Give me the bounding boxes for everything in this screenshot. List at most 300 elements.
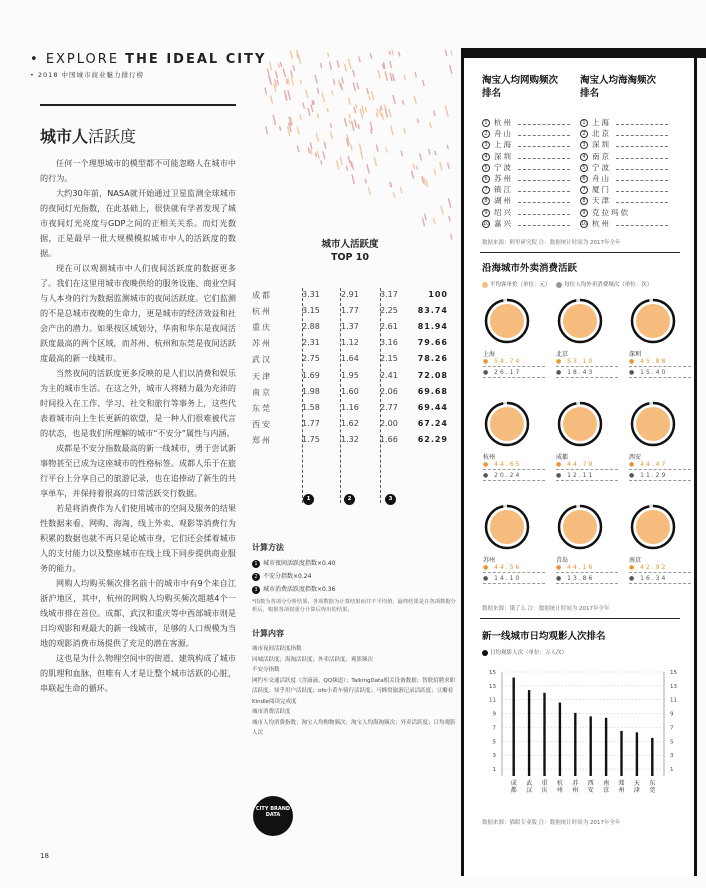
rank-leader-line xyxy=(518,169,570,170)
scatter-mark xyxy=(327,109,328,112)
waimai-ring xyxy=(483,400,531,448)
waimai-frequency: ● 26.17 xyxy=(483,369,522,376)
waimai-city-card xyxy=(483,503,547,583)
data-content-line: 城市夜间活跃度指数 xyxy=(252,646,302,652)
bar-东莞 xyxy=(651,738,653,776)
scatter-mark xyxy=(293,66,294,71)
y-tick-label: 11 xyxy=(489,697,496,704)
rank-leader-line xyxy=(518,214,570,215)
x-tick-label: 东 xyxy=(649,780,656,787)
taobao-left-item xyxy=(482,152,513,162)
scatter-mark xyxy=(280,127,281,130)
rank-city: 南京 xyxy=(592,151,611,161)
data-content-line: 城市人均消费指数；淘宝人均购物频次；淘宝人均海淘频次；外卖活跃度；日均观影人次 xyxy=(252,719,456,736)
data-content-line: 城市消费活跃度 xyxy=(252,709,291,715)
movie-bar-chart xyxy=(478,664,688,809)
waimai-city-name: 南京 xyxy=(629,557,642,564)
bar-成都 xyxy=(513,678,515,776)
bar-重庆 xyxy=(543,693,545,776)
top10-value: 1.77 xyxy=(341,306,359,316)
top10-city: 东莞 xyxy=(252,403,272,413)
scatter-mark xyxy=(300,115,301,119)
scatter-mark xyxy=(332,91,333,94)
waimai-city-card xyxy=(556,503,620,583)
scatter-mark xyxy=(417,119,418,123)
waimai-ring xyxy=(629,503,677,551)
rank-city: 苏州 xyxy=(494,174,513,183)
column-number-3: 3 xyxy=(385,494,396,505)
taobao-left-item xyxy=(482,174,513,184)
scatter-mark xyxy=(345,64,347,70)
scatter-mark xyxy=(365,108,366,112)
method-title: 计算方法 xyxy=(252,543,284,552)
rank-number: 6 xyxy=(580,175,588,183)
rank-city: 天津 xyxy=(592,196,611,206)
waimai-divider xyxy=(483,583,545,584)
scatter-mark xyxy=(360,110,362,118)
scatter-mark xyxy=(425,214,426,219)
rank-number: 9 xyxy=(580,209,588,217)
header-explore: EXPLORE xyxy=(45,52,120,67)
x-tick-label: 西 xyxy=(587,780,594,787)
page-number: 18 xyxy=(40,852,49,860)
waimai-price: ● 44.47 xyxy=(629,461,668,468)
scatter-mark xyxy=(448,163,449,168)
rank-number: 2 xyxy=(482,130,490,138)
scatter-mark xyxy=(288,78,289,84)
scatter-mark xyxy=(323,152,325,159)
scatter-mark xyxy=(435,151,436,155)
rank-number: 10 xyxy=(581,220,588,227)
rank-leader-line xyxy=(616,146,668,147)
rank-city: 深圳 xyxy=(592,140,611,150)
paragraph: 这也是为什么物理空间中的街道、建筑构成了城市的肌理和血脉，但唯有人才是让整个城市活跃的心脏，串联起生命的循环。 xyxy=(40,653,236,693)
scatter-mark xyxy=(370,122,372,130)
waimai-city-name: 上海 xyxy=(483,351,496,358)
scatter-mark xyxy=(349,60,351,69)
scatter-mark xyxy=(352,122,354,130)
top10-value: 2.77 xyxy=(380,402,398,412)
x-tick-label: 州 xyxy=(572,787,579,794)
legend-b-text: 每位人均外卖消费频次（单位：次） xyxy=(564,282,653,288)
rank-number: 10 xyxy=(483,220,490,227)
section-title-rest: 活跃度 xyxy=(88,127,137,146)
bar-武汉 xyxy=(528,690,530,776)
waimai-price: ● 53.10 xyxy=(556,358,595,365)
waimai-frequency: ● 14.10 xyxy=(483,575,522,582)
ring-fill xyxy=(490,510,524,544)
scatter-mark xyxy=(449,199,451,208)
waimai-ring xyxy=(629,297,677,345)
taobao-left-title: 淘宝人均网购频次排名 xyxy=(482,75,559,99)
scatter-mark xyxy=(377,109,378,114)
rank-number: 5 xyxy=(482,164,490,172)
top10-title xyxy=(300,238,400,264)
scatter-mark xyxy=(390,73,392,80)
scatter-mark xyxy=(414,96,416,103)
scatter-mark xyxy=(345,119,347,126)
waimai-city-name: 青岛 xyxy=(556,557,569,564)
y-tick-label: 9 xyxy=(670,711,674,718)
scatter-mark xyxy=(270,63,272,70)
rank-city: 湖州 xyxy=(494,196,513,206)
waimai-divider xyxy=(556,583,618,584)
top10-value: 1.58 xyxy=(302,402,320,412)
top10-value: 2.91 xyxy=(341,290,359,299)
scatter-mark xyxy=(350,161,351,167)
rank-number: 8 xyxy=(482,197,490,205)
rank-number: 1 xyxy=(580,119,588,127)
rank-leader-line xyxy=(616,158,668,159)
taobao-right-item xyxy=(580,152,611,162)
x-tick-label: 南 xyxy=(603,780,610,787)
paragraph: 现在可以观测城市中人们夜间活跃度的数据更多了。我们在这里用城市夜晚供给的服务设施、商业空间与人本身的行为数据监测城市的夜间活跃度。它们监测的不是总城市夜晚的生命力，更是城市的经济效益和社会产出的潜力。如果按区域划分，华南和华东是夜间活跃度最高的两个区域，而苏州、杭州和东莞是夜间活跃度最高的新一线城市。 xyxy=(40,263,236,363)
scatter-mark xyxy=(399,52,400,56)
top10-value: 1.12 xyxy=(341,338,359,348)
top10-value: 1.64 xyxy=(341,354,359,364)
scatter-mark xyxy=(378,71,380,78)
taobao-left-item xyxy=(482,196,513,206)
top10-city: 重庆 xyxy=(252,323,272,333)
top10-total: 83.74 xyxy=(417,306,448,316)
waimai-price: ● 45.88 xyxy=(629,358,668,365)
scatter-mark xyxy=(300,80,301,83)
scatter-mark xyxy=(337,161,339,169)
section-title xyxy=(40,124,136,147)
scatter-mark xyxy=(362,106,364,114)
scatter-mark xyxy=(451,234,452,239)
legend-dot-orange xyxy=(482,282,488,288)
top10-value: 3.16 xyxy=(380,338,398,348)
scatter-mark xyxy=(347,166,348,170)
paragraph: 成都是不安分指数最高的新一线城市，勇于尝试新事物甚至已成为这座城市的性格标签。成都人乐于在旅行平台上分享自己的旅游记录，也在追捧动了新生的共享单车，并保持着很高的日常活跃交行数据。 xyxy=(40,443,236,498)
rank-city: 克拉玛依 xyxy=(592,207,630,217)
scatter-mark xyxy=(306,90,308,97)
waimai-divider xyxy=(483,480,545,481)
waimai-divider xyxy=(483,572,545,573)
scatter-mark xyxy=(440,162,442,170)
scatter-mark xyxy=(413,165,414,169)
method-note: *指数为各项分分析结果，各项数据为计算结果而并不平均值，最终结果是在各项数据分析后，根据各项权重分计算后得出的结果。 xyxy=(252,599,456,613)
rank-city: 舟山 xyxy=(494,129,513,139)
rank-city: 上海 xyxy=(592,118,611,127)
x-tick-label: 重 xyxy=(541,780,548,787)
scatter-mark xyxy=(297,50,299,58)
top10-value: 1.69 xyxy=(302,370,320,380)
scatter-mark xyxy=(374,157,376,165)
scatter-mark xyxy=(349,120,350,123)
scatter-mark xyxy=(404,76,405,80)
scatter-mark xyxy=(393,95,395,103)
y-tick-label: 15 xyxy=(670,670,677,676)
waimai-city-name: 西安 xyxy=(629,454,642,461)
rank-city: 宁波 xyxy=(494,162,513,172)
waimai-divider xyxy=(556,366,618,367)
scatter-mark xyxy=(372,92,374,100)
taobao-left-item xyxy=(482,163,513,173)
top10-total: 78.26 xyxy=(417,354,448,364)
ring-fill xyxy=(636,510,670,544)
waimai-price: ● 44.56 xyxy=(483,564,522,571)
scatter-mark xyxy=(367,165,369,173)
scatter-mark xyxy=(285,91,287,99)
waimai-frequency: ● 18.43 xyxy=(556,369,595,376)
scatter-mark xyxy=(401,151,402,156)
waimai-city-name: 杭州 xyxy=(483,454,496,461)
top10-city: 西安 xyxy=(252,419,272,429)
scatter-mark xyxy=(367,89,368,94)
rank-leader-line xyxy=(518,202,570,203)
rank-number: 7 xyxy=(482,186,490,194)
scatter-mark xyxy=(312,101,313,104)
taobao-source: 数据来源：阿里研究院 注：数据统计时间为 2017年全年 xyxy=(482,240,621,246)
scatter-mark xyxy=(349,98,351,104)
top10-value: 2.31 xyxy=(302,338,320,348)
waimai-ring xyxy=(483,297,531,345)
scatter-mark xyxy=(288,127,290,135)
rank-number: 4 xyxy=(482,153,490,161)
top10-city: 苏州 xyxy=(252,339,272,349)
scatter-mark xyxy=(376,145,377,151)
waimai-ring xyxy=(556,400,604,448)
scatter-mark xyxy=(447,145,448,148)
x-tick-label: 津 xyxy=(633,787,640,794)
scatter-mark xyxy=(331,132,333,138)
header-rule xyxy=(40,104,236,106)
waimai-city-name: 深圳 xyxy=(629,351,642,358)
rank-leader-line xyxy=(518,191,570,192)
top10-value: 2.15 xyxy=(380,354,398,364)
taobao-left-item xyxy=(482,208,513,218)
rank-city: 杭州 xyxy=(494,118,513,127)
scatter-mark xyxy=(266,127,268,134)
taobao-right-item xyxy=(580,174,611,184)
rank-leader-line xyxy=(616,225,668,226)
top10-value: 2.25 xyxy=(380,306,398,316)
rank-city: 厦门 xyxy=(592,185,611,195)
scatter-mark xyxy=(340,157,342,164)
section-title-main: 城市人 xyxy=(40,127,89,146)
ring-fill xyxy=(490,407,524,441)
waimai-divider xyxy=(556,469,618,470)
bar-郑州 xyxy=(620,731,622,776)
scatter-mark xyxy=(308,109,310,116)
y-tick-label: 7 xyxy=(492,725,496,732)
waimai-divider xyxy=(629,469,691,470)
scatter-mark xyxy=(389,51,390,54)
scatter-mark xyxy=(324,142,325,148)
y-tick-label: 11 xyxy=(670,697,677,704)
scatter-mark xyxy=(450,66,452,74)
scatter-mark xyxy=(369,96,370,100)
scatter-mark xyxy=(369,188,371,195)
bar-南京 xyxy=(605,718,607,776)
x-tick-label: 苏 xyxy=(572,780,579,787)
y-tick-label: 13 xyxy=(670,683,677,690)
taobao-right-item xyxy=(580,163,611,173)
data-content-line: 网约车交通活跃度（含滴滴、QQ频道）；TalkingData相关设备数据；智联招聘求职活跃度；知乎用户活跃度；ofo小黄车骑行活跃度；马蜂窝旅游记录活跃度；豆瓣看Kindle阅读完成度 xyxy=(252,677,456,705)
x-tick-label: 郑 xyxy=(618,780,625,787)
city-brand-data-badge: CITY BRAND DATA xyxy=(253,796,293,836)
rank-leader-line xyxy=(616,202,668,203)
scatter-mark xyxy=(342,78,343,83)
data-content-line: 同城活跃度；海淘活跃度；外卖活跃度；观影频次 xyxy=(252,656,374,663)
top10-value: 1.60 xyxy=(341,386,359,396)
waimai-city-card xyxy=(629,503,693,583)
scatter-mark xyxy=(371,130,372,134)
header-subtitle-text: 2018 中国城市商业魅力排行榜 xyxy=(37,71,145,79)
scatter-mark xyxy=(404,129,405,133)
waimai-frequency: ● 13.86 xyxy=(556,575,595,582)
scatter-mark xyxy=(321,161,322,164)
taobao-right-item xyxy=(580,118,611,128)
method-line xyxy=(252,558,335,568)
taobao-left-item xyxy=(482,129,513,139)
rank-city: 嘉兴 xyxy=(494,218,513,228)
scatter-mark xyxy=(311,105,313,111)
rank-leader-line xyxy=(518,225,570,226)
paragraph: 大约30年前，NASA就开始通过卫星监测全球城市的夜间灯光指数，在此基础上，很快就有学者发现了城市夜间灯光亮度与GDP之间的正相关关系。而灯光数据，正是最早一批大规模模拟城市中人的活跃度的数据。 xyxy=(40,188,236,258)
header-title: THE IDEAL CITY xyxy=(125,52,267,67)
y-tick-label: 5 xyxy=(492,739,496,746)
scatter-mark xyxy=(310,143,311,149)
x-tick-label: 武 xyxy=(526,780,533,787)
top10-value: 1.37 xyxy=(341,322,359,332)
top10-value: 1.98 xyxy=(302,386,320,396)
scatter-mark xyxy=(352,175,354,183)
waimai-city-card xyxy=(556,400,620,480)
top10-value: 2.00 xyxy=(380,418,398,428)
scatter-mark xyxy=(270,78,272,84)
waimai-divider xyxy=(483,366,545,367)
rank-city: 宁波 xyxy=(592,162,611,172)
top10-total: 100 xyxy=(428,290,448,299)
scatter-mark xyxy=(392,50,393,54)
rank-city: 绍兴 xyxy=(494,207,513,217)
top10-total: 67.24 xyxy=(417,418,448,428)
movie-chart-legend xyxy=(482,648,567,656)
bar-苏州 xyxy=(574,713,576,776)
top10-total: 72.08 xyxy=(417,370,448,380)
paragraph: 若是将消费作为人们使用城市的空间及服务的结果性数据来看，网购、海淘、线上外卖、观影等消费行为积累的数据也就不再只是论城市身，它们还会揉着城市人的支付能力以及整座城市在线上线下同步提供商业服务的能力。 xyxy=(40,503,236,573)
waimai-divider xyxy=(629,377,691,378)
method-line xyxy=(252,571,311,581)
scatter-mark xyxy=(353,83,355,91)
top10-value: 1.16 xyxy=(341,402,359,412)
taobao-left-item xyxy=(482,118,513,128)
scatter-mark xyxy=(328,53,329,56)
top10-title-line2: TOP 10 xyxy=(330,252,370,263)
scatter-mark xyxy=(424,178,426,185)
taobao-right-item xyxy=(580,129,611,139)
waimai-frequency: ● 11.29 xyxy=(629,472,668,479)
ring-fill xyxy=(563,510,597,544)
rank-number: 2 xyxy=(580,130,588,138)
scatter-mark xyxy=(370,53,371,58)
scatter-mark xyxy=(361,152,363,158)
legend-dot-black xyxy=(482,650,488,656)
waimai-frequency: ● 20.24 xyxy=(483,472,522,479)
waimai-frequency: ● 12.11 xyxy=(556,472,595,479)
scatter-mark xyxy=(423,81,424,86)
bar-天津 xyxy=(636,732,638,776)
scatter-mark xyxy=(303,103,304,108)
scatter-mark xyxy=(315,76,317,83)
top10-value: 2.75 xyxy=(302,354,320,364)
rank-number: 3 xyxy=(580,141,588,149)
top10-value: 3.31 xyxy=(302,290,320,299)
article-body xyxy=(40,156,236,696)
taobao-left-item xyxy=(482,185,513,195)
rank-number: 1 xyxy=(482,119,490,127)
scatter-mark xyxy=(359,57,360,62)
ring-fill xyxy=(563,304,597,338)
x-tick-label: 汉 xyxy=(526,787,533,794)
top10-value: 1.95 xyxy=(341,370,359,380)
scatter-mark xyxy=(385,72,387,80)
ring-fill xyxy=(636,407,670,441)
top10-city: 南京 xyxy=(252,387,272,397)
top10-value: 1.32 xyxy=(341,434,359,444)
top10-value: 1.62 xyxy=(341,418,359,428)
rank-city: 上海 xyxy=(494,140,513,150)
scatter-mark xyxy=(268,70,269,74)
x-tick-label: 天 xyxy=(633,780,640,787)
waimai-city-card xyxy=(556,297,620,377)
scatter-mark xyxy=(434,169,435,174)
method-number: 2 xyxy=(252,573,260,581)
scatter-mark xyxy=(422,218,424,226)
waimai-divider xyxy=(556,480,618,481)
scatter-mark xyxy=(276,72,277,78)
waimai-city-card xyxy=(483,297,547,377)
scatter-mark xyxy=(386,148,387,152)
scatter-mark xyxy=(401,188,402,193)
scatter-mark xyxy=(273,115,275,124)
scatter-mark xyxy=(308,148,309,153)
scatter-mark xyxy=(383,65,384,69)
scatter-mark xyxy=(385,109,387,117)
scatter-mark xyxy=(390,62,391,68)
scatter-mark xyxy=(430,123,431,128)
section-divider xyxy=(480,618,680,619)
scatter-mark xyxy=(317,88,318,93)
method-number: 1 xyxy=(252,560,260,568)
scatter-mark xyxy=(316,153,317,156)
scatter-mark xyxy=(283,69,285,77)
scatter-mark xyxy=(277,80,278,84)
top10-city: 武汉 xyxy=(252,355,272,365)
scatter-mark xyxy=(337,61,339,67)
waimai-city-name: 成都 xyxy=(556,454,569,461)
scatter-mark xyxy=(389,109,391,117)
x-tick-label: 京 xyxy=(603,787,610,794)
scatter-mark xyxy=(434,111,435,115)
y-tick-label: 3 xyxy=(670,753,674,760)
waimai-price: ● 44.79 xyxy=(556,461,595,468)
method-number: 3 xyxy=(252,586,260,594)
scatter-mark xyxy=(348,157,349,163)
waimai-divider xyxy=(483,469,545,470)
waimai-city-card xyxy=(483,400,547,480)
scatter-mark xyxy=(429,149,430,154)
y-tick-label: 5 xyxy=(670,739,674,746)
bar-杭州 xyxy=(559,703,561,776)
movie-legend-text: 日均观影人次（单位：万人次） xyxy=(490,650,568,656)
rank-city: 杭州 xyxy=(592,218,611,228)
scatter-mark xyxy=(341,83,343,90)
top10-title-line1: 城市人活跃度 xyxy=(321,239,379,250)
